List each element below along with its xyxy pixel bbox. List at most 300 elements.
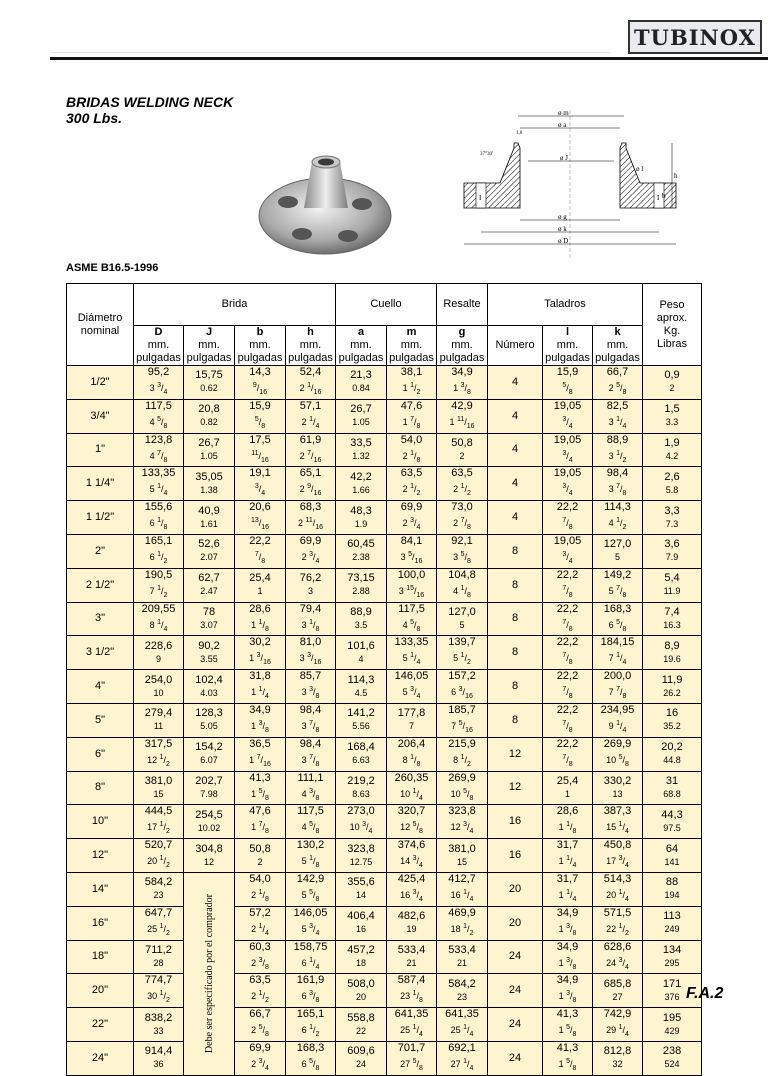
svg-text:ø m: ø m — [558, 109, 569, 117]
D-cell: 914,4 36 — [134, 1041, 184, 1075]
subheader-letter: D — [154, 326, 163, 338]
peso-cell: 1,5 3.3 — [643, 399, 702, 433]
numero-cell: 8 — [488, 670, 543, 704]
svg-text:ø a: ø a — [558, 121, 567, 129]
J-cell: 62,7 2.47 — [184, 568, 235, 602]
table-row — [67, 940, 702, 974]
g-cell: 584,2 23 — [437, 974, 488, 1008]
g-cell: 73,0 2 $^7/_8$ — [437, 501, 488, 535]
nominal-cell: 1/2" — [67, 366, 134, 400]
numero-cell: 16 — [488, 839, 543, 873]
g-cell: 412,7 16 $^1/_4$ — [437, 872, 488, 906]
table-row — [67, 501, 702, 535]
subheader-mm: mm. — [198, 339, 220, 351]
table-row — [67, 1008, 702, 1042]
nominal-cell: 16" — [67, 906, 134, 940]
nominal-cell: 1 1/2" — [67, 501, 134, 535]
m-cell: 54,0 2 $^1/_8$ — [387, 433, 437, 467]
l-cell: 22,2 $^7/_8$ — [543, 737, 593, 771]
nominal-cell: 8" — [67, 771, 134, 805]
flange-photo — [256, 144, 394, 256]
l-cell: 22,2 $^7/_8$ — [543, 670, 593, 704]
m-cell: 587,4 23 $^1/_8$ — [387, 974, 437, 1008]
k-cell: 387,3 15 $^1/_4$ — [593, 805, 643, 839]
nominal-cell: 22" — [67, 1008, 134, 1042]
subtitle-line: 300 Lbs. — [66, 110, 123, 126]
subheader-a — [336, 326, 387, 366]
k-cell: 628,6 24 $^3/_4$ — [593, 940, 643, 974]
J-cell: 15,75 0.62 — [184, 366, 235, 400]
k-cell: 114,3 4 $^1/_2$ — [593, 501, 643, 535]
numero-cell: 8 — [488, 602, 543, 636]
l-cell: 19,05 $^3/_4$ — [543, 467, 593, 501]
h-cell: 146,05 5 $^3/_4$ — [286, 906, 336, 940]
D-cell: 520,7 20 $^1/_2$ — [134, 839, 184, 873]
m-cell: 641,35 25 $^1/_4$ — [387, 1008, 437, 1042]
l-cell: 34,9 1 $^3/_8$ — [543, 906, 593, 940]
numero-cell: 24 — [488, 940, 543, 974]
m-cell: 320,7 12 $^5/_8$ — [387, 805, 437, 839]
nominal-cell: 4" — [67, 670, 134, 704]
numero-cell: 24 — [488, 974, 543, 1008]
m-cell: 206,4 8 $^1/_8$ — [387, 737, 437, 771]
k-cell: 571,5 22 $^1/_2$ — [593, 906, 643, 940]
table-row — [67, 737, 702, 771]
h-cell: 79,4 3 $^1/_8$ — [286, 602, 336, 636]
l-cell: 19,05 $^3/_4$ — [543, 399, 593, 433]
table-row — [67, 906, 702, 940]
a-cell: 60,45 2.38 — [336, 534, 387, 568]
numero-cell: 12 — [488, 737, 543, 771]
table-row — [67, 467, 702, 501]
h-cell: 117,5 4 $^5/_8$ — [286, 805, 336, 839]
D-cell: 381,0 15 — [134, 771, 184, 805]
table-row — [67, 805, 702, 839]
subheader-pulgadas: pulgadas — [389, 352, 434, 364]
peso-cell: 238 524 — [643, 1041, 702, 1075]
nominal-cell: 3/4" — [67, 399, 134, 433]
flange-section-drawing — [458, 108, 683, 260]
a-cell: 26,7 1.05 — [336, 399, 387, 433]
table-row — [67, 974, 702, 1008]
D-cell: 279,4 11 — [134, 703, 184, 737]
l-cell: 22,2 $^7/_8$ — [543, 703, 593, 737]
D-cell: 711,2 28 — [134, 940, 184, 974]
J-cell: 35,05 1.38 — [184, 467, 235, 501]
b-cell: 31,8 1 $^1/_4$ — [235, 670, 286, 704]
g-cell: 127,0 5 — [437, 602, 488, 636]
J-cell: 202,7 7.98 — [184, 771, 235, 805]
subheader-mm: mm. — [556, 339, 579, 351]
h-cell: 69,9 2 $^3/_4$ — [286, 534, 336, 568]
nominal-cell: 12" — [67, 839, 134, 873]
numero-cell: 12 — [488, 771, 543, 805]
peso-cell: 16 35.2 — [643, 703, 702, 737]
D-cell: 317,5 12 $^1/_2$ — [134, 737, 184, 771]
l-cell: 28,6 1 $^1/_8$ — [543, 805, 593, 839]
nominal-cell: 14" — [67, 872, 134, 906]
subheader-k — [593, 326, 643, 366]
a-cell: 457,2 18 — [336, 940, 387, 974]
b-cell: 25,4 1 — [235, 568, 286, 602]
D-cell: 190,5 7 $^1/_2$ — [134, 568, 184, 602]
table-row — [67, 771, 702, 805]
b-cell: 34,9 1 $^3/_8$ — [235, 703, 286, 737]
subheader-letter: k — [614, 326, 621, 338]
a-cell: 21,3 0.84 — [336, 366, 387, 400]
g-cell: 185,7 7 $^5/_{16}$ — [437, 703, 488, 737]
comprador-note: Debe ser especificado por el comprador — [203, 894, 215, 1054]
g-cell: 50,8 2 — [437, 433, 488, 467]
table-row — [67, 1041, 702, 1075]
numero-cell: 24 — [488, 1041, 543, 1075]
D-cell: 254,0 10 — [134, 670, 184, 704]
b-cell: 57,2 2 $^1/_4$ — [235, 906, 286, 940]
brand-logo-text: TUBINOX — [634, 24, 756, 50]
a-cell: 558,8 22 — [336, 1008, 387, 1042]
J-cell: 20,8 0.82 — [184, 399, 235, 433]
subheader-mm: mm. — [249, 339, 271, 351]
D-cell: 95,2 3 $^3/_4$ — [134, 366, 184, 400]
page-title — [66, 94, 233, 126]
l-cell: 34,9 1 $^3/_8$ — [543, 940, 593, 974]
nominal-cell: 5" — [67, 703, 134, 737]
k-cell: 742,9 29 $^1/_4$ — [593, 1008, 643, 1042]
h-cell: 85,7 3 $^3/_8$ — [286, 670, 336, 704]
peso-cell: 3,6 7.9 — [643, 534, 702, 568]
D-cell: 123,8 4 $^7/_8$ — [134, 433, 184, 467]
svg-text:ø g: ø g — [558, 213, 567, 221]
subheader-h — [286, 326, 336, 366]
header-light-rule — [50, 52, 610, 53]
b-cell: 66,7 2 $^5/_8$ — [235, 1008, 286, 1042]
g-cell: 533,4 21 — [437, 940, 488, 974]
a-cell: 42,2 1.66 — [336, 467, 387, 501]
g-cell: 692,1 27 $^1/_4$ — [437, 1041, 488, 1075]
a-cell: 33,5 1.32 — [336, 433, 387, 467]
svg-text:I: I — [479, 194, 482, 202]
peso-cell: 3,3 7.3 — [643, 501, 702, 535]
subheader-b — [235, 326, 286, 366]
g-cell: 381,0 15 — [437, 839, 488, 873]
peso-cell: 134 295 — [643, 940, 702, 974]
subheader-mm: mm. — [400, 339, 423, 351]
svg-text:ø k: ø k — [558, 225, 567, 233]
l-cell: 31,7 1 $^1/_4$ — [543, 839, 593, 873]
m-cell: 425,4 16 $^3/_4$ — [387, 872, 437, 906]
m-cell: 38,1 1 $^1/_2$ — [387, 366, 437, 400]
numero-cell: 8 — [488, 534, 543, 568]
peso-cell: 0,9 2 — [643, 366, 702, 400]
header-nominal: Diámetro nominal — [67, 284, 134, 366]
nominal-cell: 10" — [67, 805, 134, 839]
subheader-pulgadas: pulgadas — [595, 352, 640, 364]
comprador-note-cell — [184, 872, 235, 1075]
b-cell: 28,6 1 $^1/_8$ — [235, 602, 286, 636]
D-cell: 165,1 6 $^1/_2$ — [134, 534, 184, 568]
b-cell: 50,8 2 — [235, 839, 286, 873]
nominal-cell: 1 1/4" — [67, 467, 134, 501]
h-cell: 61,9 2 $^7/_{16}$ — [286, 433, 336, 467]
nominal-cell: 6" — [67, 737, 134, 771]
k-cell: 127,0 5 — [593, 534, 643, 568]
peso-cell: 8,9 19.6 — [643, 636, 702, 670]
b-cell: 15,9 $^5/_8$ — [235, 399, 286, 433]
h-cell: 142,9 5 $^5/_8$ — [286, 872, 336, 906]
J-cell: 102,4 4.03 — [184, 670, 235, 704]
b-cell: 47,6 1 $^7/_8$ — [235, 805, 286, 839]
h-cell: 130,2 5 $^1/_8$ — [286, 839, 336, 873]
peso-label: Peso aprox. — [656, 298, 688, 324]
a-cell: 141,2 5.56 — [336, 703, 387, 737]
table-row — [67, 636, 702, 670]
g-cell: 42,9 1 $^{11}/_{16}$ — [437, 399, 488, 433]
subheader-letter: h — [307, 326, 314, 338]
table-row — [67, 534, 702, 568]
subheader-letter: J — [205, 326, 213, 338]
l-cell: 31,7 1 $^1/_4$ — [543, 872, 593, 906]
subheader-g — [437, 326, 488, 366]
peso-cell: 2,6 5.8 — [643, 467, 702, 501]
l-cell: 25,4 1 — [543, 771, 593, 805]
b-cell: 69,9 2 $^3/_4$ — [235, 1041, 286, 1075]
h-cell: 68,3 2 $^{11}/_{16}$ — [286, 501, 336, 535]
header-cuello: Cuello — [336, 284, 437, 326]
table-row — [67, 670, 702, 704]
k-cell: 450,8 17 $^3/_4$ — [593, 839, 643, 873]
g-cell: 215,9 8 $^1/_2$ — [437, 737, 488, 771]
b-cell: 60,3 2 $^3/_8$ — [235, 940, 286, 974]
m-cell: 482,6 19 — [387, 906, 437, 940]
numero-cell: 8 — [488, 636, 543, 670]
a-cell: 508,0 20 — [336, 974, 387, 1008]
l-cell: 41,3 1 $^5/_8$ — [543, 1008, 593, 1042]
l-cell: 19,05 $^3/_4$ — [543, 534, 593, 568]
peso-libras: Libras — [657, 337, 687, 350]
m-cell: 84,1 3 $^5/_{16}$ — [387, 534, 437, 568]
numero-cell: 20 — [488, 872, 543, 906]
k-cell: 685,8 27 — [593, 974, 643, 1008]
h-cell: 161,9 6 $^3/_8$ — [286, 974, 336, 1008]
D-cell: 838,2 33 — [134, 1008, 184, 1042]
peso-cell: 11,9 26.2 — [643, 670, 702, 704]
D-cell: 133,35 5 $^1/_4$ — [134, 467, 184, 501]
numero-cell: 20 — [488, 906, 543, 940]
a-cell: 73,15 2.88 — [336, 568, 387, 602]
m-cell: 260,35 10 $^1/_4$ — [387, 771, 437, 805]
a-cell: 114,3 4.5 — [336, 670, 387, 704]
a-cell: 609,6 24 — [336, 1041, 387, 1075]
subheader-J — [184, 326, 235, 366]
m-cell: 701,7 27 $^5/_8$ — [387, 1041, 437, 1075]
a-cell: 168,4 6.63 — [336, 737, 387, 771]
subheader-numero: Número — [488, 326, 543, 366]
J-cell: 154,2 6.07 — [184, 737, 235, 771]
peso-cell: 88 194 — [643, 872, 702, 906]
svg-text:37°30': 37°30' — [480, 152, 493, 157]
subheader-pulgadas: pulgadas — [186, 352, 232, 364]
h-cell: 98,4 3 $^7/_8$ — [286, 737, 336, 771]
subheader-l — [543, 326, 593, 366]
J-cell: 90,2 3.55 — [184, 636, 235, 670]
specs-table — [66, 283, 702, 1076]
subheader-m — [387, 326, 437, 366]
J-cell: 128,3 5.05 — [184, 703, 235, 737]
numero-cell: 4 — [488, 366, 543, 400]
title-line: BRIDAS WELDING NECK — [66, 94, 234, 110]
g-cell: 157,2 6 $^3/_{16}$ — [437, 670, 488, 704]
k-cell: 514,3 20 $^1/_4$ — [593, 872, 643, 906]
table-row — [67, 366, 702, 400]
D-cell: 209,55 8 $^1/_4$ — [134, 602, 184, 636]
nominal-cell: 2" — [67, 534, 134, 568]
a-cell: 88,9 3.5 — [336, 602, 387, 636]
k-cell: 149,2 5 $^7/_8$ — [593, 568, 643, 602]
m-cell: 47,6 1 $^7/_8$ — [387, 399, 437, 433]
m-cell: 374,6 14 $^3/_4$ — [387, 839, 437, 873]
J-cell: 254,5 10.02 — [184, 805, 235, 839]
peso-cell: 64 141 — [643, 839, 702, 873]
numero-cell: 4 — [488, 467, 543, 501]
header-taladros: Taladros — [488, 284, 643, 326]
l-cell: 22,2 $^7/_8$ — [543, 602, 593, 636]
D-cell: 117,5 4 $^5/_8$ — [134, 399, 184, 433]
b-cell: 63,5 2 $^1/_2$ — [235, 974, 286, 1008]
svg-text:ø J: ø J — [560, 154, 568, 162]
k-cell: 269,9 10 $^5/_8$ — [593, 737, 643, 771]
table-row — [67, 872, 702, 906]
m-cell: 133,35 5 $^1/_4$ — [387, 636, 437, 670]
nominal-cell: 2 1/2" — [67, 568, 134, 602]
a-cell: 273,0 10 $^3/_4$ — [336, 805, 387, 839]
h-cell: 81,0 3 $^3/_{16}$ — [286, 636, 336, 670]
subheader-mm: mm. — [606, 339, 629, 351]
subheader-letter: l — [565, 326, 570, 338]
peso-cell: 20,2 44.8 — [643, 737, 702, 771]
table-row — [67, 602, 702, 636]
b-cell: 14,3 $^9/_{16}$ — [235, 366, 286, 400]
m-cell: 63,5 2 $^1/_2$ — [387, 467, 437, 501]
h-cell: 98,4 3 $^7/_8$ — [286, 703, 336, 737]
b-cell: 41,3 1 $^5/_8$ — [235, 771, 286, 805]
h-cell: 76,2 3 — [286, 568, 336, 602]
header-brida: Brida — [134, 284, 336, 326]
m-cell: 177,8 7 — [387, 703, 437, 737]
numero-cell: 4 — [488, 399, 543, 433]
l-cell: 41,3 1 $^5/_8$ — [543, 1041, 593, 1075]
k-cell: 184,15 7 $^1/_4$ — [593, 636, 643, 670]
table-row — [67, 399, 702, 433]
J-cell: 40,9 1.61 — [184, 501, 235, 535]
peso-cell: 5,4 11.9 — [643, 568, 702, 602]
a-cell: 219,2 8.63 — [336, 771, 387, 805]
subheader-letter: b — [256, 326, 264, 338]
k-cell: 168,3 6 $^5/_8$ — [593, 602, 643, 636]
table-row — [67, 568, 702, 602]
subheader-letter: g — [458, 326, 466, 338]
peso-cell: 31 68.8 — [643, 771, 702, 805]
b-cell: 22,2 $^7/_8$ — [235, 534, 286, 568]
standard-label: ASME B16.5-1996 — [66, 262, 159, 274]
subheader-pulgadas: pulgadas — [439, 352, 485, 364]
D-cell: 155,6 6 $^1/_8$ — [134, 501, 184, 535]
g-cell: 641,35 25 $^1/_4$ — [437, 1008, 488, 1042]
subheader-pulgadas: pulgadas — [136, 352, 181, 364]
h-cell: 168,3 6 $^5/_8$ — [286, 1041, 336, 1075]
svg-text:1,6: 1,6 — [516, 131, 523, 136]
b-cell: 30,2 1 $^3/_{16}$ — [235, 636, 286, 670]
b-cell: 20,6 $^{13}/_{16}$ — [235, 501, 286, 535]
header-resalte: Resalte — [437, 284, 488, 326]
numero-cell: 8 — [488, 703, 543, 737]
m-cell: 146,05 5 $^3/_4$ — [387, 670, 437, 704]
svg-text:h: h — [674, 172, 678, 180]
peso-cell: 1,9 4.2 — [643, 433, 702, 467]
b-cell: 54,0 2 $^1/_8$ — [235, 872, 286, 906]
a-cell: 101,6 4 — [336, 636, 387, 670]
peso-kg: Kg. — [663, 324, 681, 337]
k-cell: 200,0 7 $^7/_8$ — [593, 670, 643, 704]
g-cell: 92,1 3 $^5/_8$ — [437, 534, 488, 568]
m-cell: 69,9 2 $^3/_4$ — [387, 501, 437, 535]
k-cell: 812,8 32 — [593, 1041, 643, 1075]
b-cell: 19,1 $^3/_4$ — [235, 467, 286, 501]
nominal-cell: 3" — [67, 602, 134, 636]
k-cell: 88,9 3 $^1/_2$ — [593, 433, 643, 467]
k-cell: 234,95 9 $^1/_4$ — [593, 703, 643, 737]
page-number: F.A.2 — [686, 985, 724, 1002]
h-cell: 165,1 6 $^1/_2$ — [286, 1008, 336, 1042]
table-row — [67, 433, 702, 467]
numero-cell: 8 — [488, 568, 543, 602]
D-cell: 584,2 23 — [134, 872, 184, 906]
D-cell: 774,7 30 $^1/_2$ — [134, 974, 184, 1008]
subheader-mm: mm. — [299, 339, 322, 351]
nominal-cell: 3 1/2" — [67, 636, 134, 670]
h-cell: 65,1 2 $^9/_{16}$ — [286, 467, 336, 501]
nominal-cell: 18" — [67, 940, 134, 974]
b-cell: 36,5 1 $^7/_{16}$ — [235, 737, 286, 771]
g-cell: 139,7 5 $^1/_2$ — [437, 636, 488, 670]
l-cell: 22,2 $^7/_8$ — [543, 501, 593, 535]
k-cell: 330,2 13 — [593, 771, 643, 805]
g-cell: 63,5 2 $^1/_2$ — [437, 467, 488, 501]
J-cell: 26,7 1.05 — [184, 433, 235, 467]
subheader-pulgadas: pulgadas — [237, 352, 283, 364]
header-peso — [643, 284, 702, 366]
nominal-cell: 20" — [67, 974, 134, 1008]
nominal-cell: 1" — [67, 433, 134, 467]
peso-cell: 195 429 — [643, 1008, 702, 1042]
nominal-cell: 24" — [67, 1041, 134, 1075]
svg-text:ø l: ø l — [636, 165, 644, 173]
brand-logo — [628, 20, 762, 54]
l-cell: 19,05 $^3/_4$ — [543, 433, 593, 467]
g-cell: 323,8 12 $^3/_4$ — [437, 805, 488, 839]
subheader-letter: a — [357, 326, 365, 338]
l-cell: 34,9 1 $^3/_8$ — [543, 974, 593, 1008]
g-cell: 104,8 4 $^1/_8$ — [437, 568, 488, 602]
l-cell: 15,9 $^5/_8$ — [543, 366, 593, 400]
peso-cell: 113 249 — [643, 906, 702, 940]
h-cell: 111,1 4 $^3/_8$ — [286, 771, 336, 805]
b-cell: 17,5 $^{11}/_{16}$ — [235, 433, 286, 467]
peso-cell: 7,4 16.3 — [643, 602, 702, 636]
J-cell: 52,6 2.07 — [184, 534, 235, 568]
l-cell: 22,2 $^7/_8$ — [543, 636, 593, 670]
numero-cell: 4 — [488, 433, 543, 467]
svg-text:b: b — [662, 192, 666, 200]
